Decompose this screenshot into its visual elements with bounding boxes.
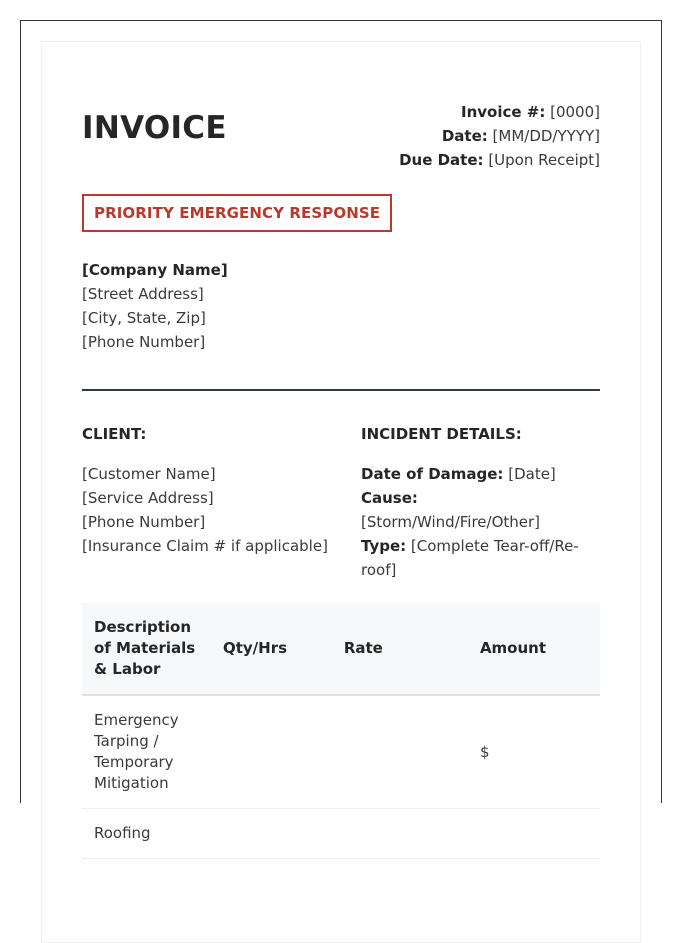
- client-name: [Customer Name]: [82, 465, 216, 483]
- invoice-date-line: [399, 124, 600, 148]
- table-row: [82, 695, 600, 809]
- header-rate: Rate: [332, 603, 468, 695]
- invoice-due-line: [399, 148, 600, 172]
- incident-type-line: [361, 534, 601, 582]
- company-city: [City, State, Zip]: [82, 309, 206, 327]
- row-amount: [468, 809, 600, 859]
- incident-date-label: Date of Damage:: [361, 465, 504, 483]
- invoice-sheet: [41, 41, 641, 943]
- incident-cause-label: Cause:: [361, 489, 418, 507]
- incident-date-line: [361, 462, 601, 486]
- incident-date-value: [Date]: [508, 465, 556, 483]
- company-phone: [Phone Number]: [82, 333, 206, 351]
- incident-type-label: Type:: [361, 537, 407, 555]
- header-qty: Qty/Hrs: [211, 603, 332, 695]
- line-items-table: [82, 603, 600, 859]
- document-viewport[interactable]: [20, 20, 662, 842]
- incident-cause-value: [Storm/Wind/Fire/Other]: [361, 513, 541, 531]
- table-header-row: [82, 603, 600, 695]
- row-rate: [332, 695, 468, 809]
- client-phone: [Phone Number]: [82, 513, 206, 531]
- invoice-number-value: [0000]: [550, 103, 600, 121]
- incident-lines: [361, 462, 601, 582]
- section-divider: [82, 389, 600, 391]
- incident-type-value: [Complete Tear-off/Re-roof]: [361, 537, 579, 579]
- client-address: [Service Address]: [82, 489, 214, 507]
- row-qty: [211, 695, 332, 809]
- header-amount: Amount: [468, 603, 600, 695]
- invoice-date-value: [MM/DD/YYYY]: [492, 127, 600, 145]
- company-street: [Street Address]: [82, 285, 204, 303]
- company-block: [82, 258, 228, 354]
- invoice-meta: [399, 100, 600, 172]
- row-amount: $: [468, 695, 600, 809]
- table-row: [82, 809, 600, 859]
- invoice-date-label: Date:: [441, 127, 488, 145]
- row-description: Emergency Tarping / Temporary Mitigation: [82, 695, 211, 809]
- client-heading: CLIENT:: [82, 425, 147, 443]
- client-lines: [82, 462, 342, 558]
- client-block: [82, 422, 342, 558]
- row-qty: [211, 809, 332, 859]
- incident-block: [361, 422, 601, 582]
- incident-cause-line: [361, 486, 601, 534]
- header-description: Description of Materials & Labor: [82, 603, 211, 695]
- priority-badge: PRIORITY EMERGENCY RESPONSE: [82, 194, 392, 232]
- invoice-number-line: [399, 100, 600, 124]
- invoice-title: INVOICE: [82, 110, 227, 146]
- company-name: [Company Name]: [82, 261, 228, 279]
- row-description: Roofing: [82, 809, 211, 859]
- invoice-number-label: Invoice #:: [460, 103, 546, 121]
- client-claim: [Insurance Claim # if applicable]: [82, 537, 328, 555]
- invoice-due-value: [Upon Receipt]: [488, 151, 600, 169]
- invoice-due-label: Due Date:: [399, 151, 484, 169]
- row-rate: [332, 809, 468, 859]
- incident-heading: INCIDENT DETAILS:: [361, 425, 522, 443]
